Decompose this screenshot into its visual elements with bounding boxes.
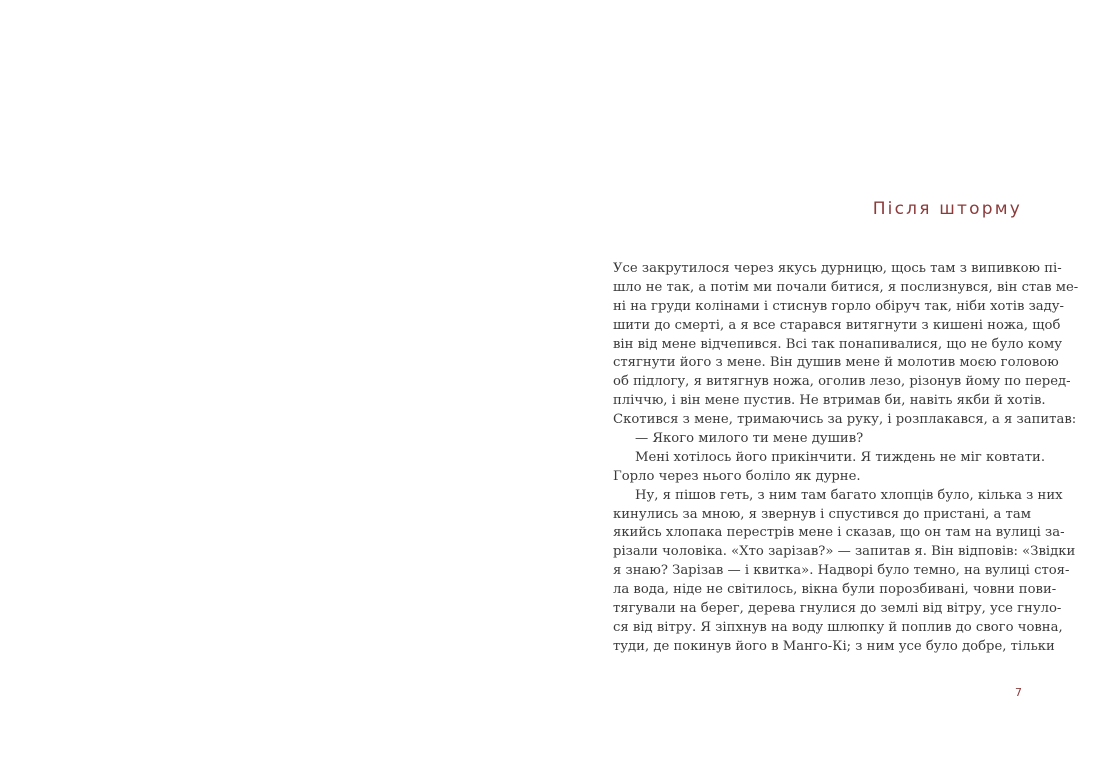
text-line: ні на груди колінами і стиснув горло обіруч так, ніби хотів заду- — [613, 298, 1064, 314]
chapter-title: Після шторму — [872, 199, 1022, 219]
text-line: кинулись за мною, я звернув і спустився до пристані, а там — [613, 506, 1031, 522]
text-line: Скотився з мене, тримаючись за руку, і розплакався, а я запитав: — [613, 412, 1077, 428]
text-line: Горло через нього боліло як дурне. — [613, 468, 861, 484]
page-number: 7 — [1015, 686, 1022, 699]
text-line: ла вода, ніде не світилось, вікна були порозбивані, човни пови- — [613, 582, 1057, 598]
text-line: Усе закрутилося через якусь дурницю, щось там з випивкою пі- — [613, 261, 1062, 276]
text-line: Мені хотілось його прикінчити. Я тиждень не міг ковтати. — [635, 449, 1046, 465]
text-line: туди, де покинув його в Манго-Кі; з ним усе було добре, тільки — [613, 638, 1055, 654]
text-line: об підлогу, я витягнув ножа, оголив лезо, різонув йому по перед- — [613, 374, 1071, 390]
chapter-body-text — [613, 260, 1079, 657]
text-line: Ну, я пішов геть, з ним там багато хлопців було, кілька з них — [635, 487, 1063, 503]
text-line: якийсь хлопака перестрів мене і сказав, що он там на вулиці за- — [613, 525, 1065, 541]
text-line: ся від вітру. Я зіпхнув на воду шлюпку й поплив до свого човна, — [613, 619, 1063, 635]
text-line: тягували на берег, дерева гнулися до землі від вітру, усе гнуло- — [613, 601, 1062, 617]
text-line: стягнути його з мене. Він душив мене й молотив моєю головою — [613, 355, 1059, 371]
text-line: він від мене відчепився. Всі так понапивалися, що не було кому — [613, 336, 1062, 352]
text-line: шити до смерті, а я все старався витягнути з кишені ножа, щоб — [613, 317, 1061, 333]
text-line: шло не так, а потім ми почали битися, я послизнувся, він став ме- — [613, 279, 1079, 295]
text-line: я знаю? Зарізав — і квитка». Надворі було темно, на вулиці стоя- — [613, 563, 1070, 579]
text-line: — Якого милого ти мене душив? — [635, 431, 864, 447]
text-line: різали чоловіка. «Хто зарізав?» — запитав я. Він відповів: «Звідки — [613, 544, 1076, 560]
text-line: пліччю, і він мене пустив. Не втримав би, навіть якби й хотів. — [613, 393, 1046, 409]
right-page — [613, 0, 1079, 762]
